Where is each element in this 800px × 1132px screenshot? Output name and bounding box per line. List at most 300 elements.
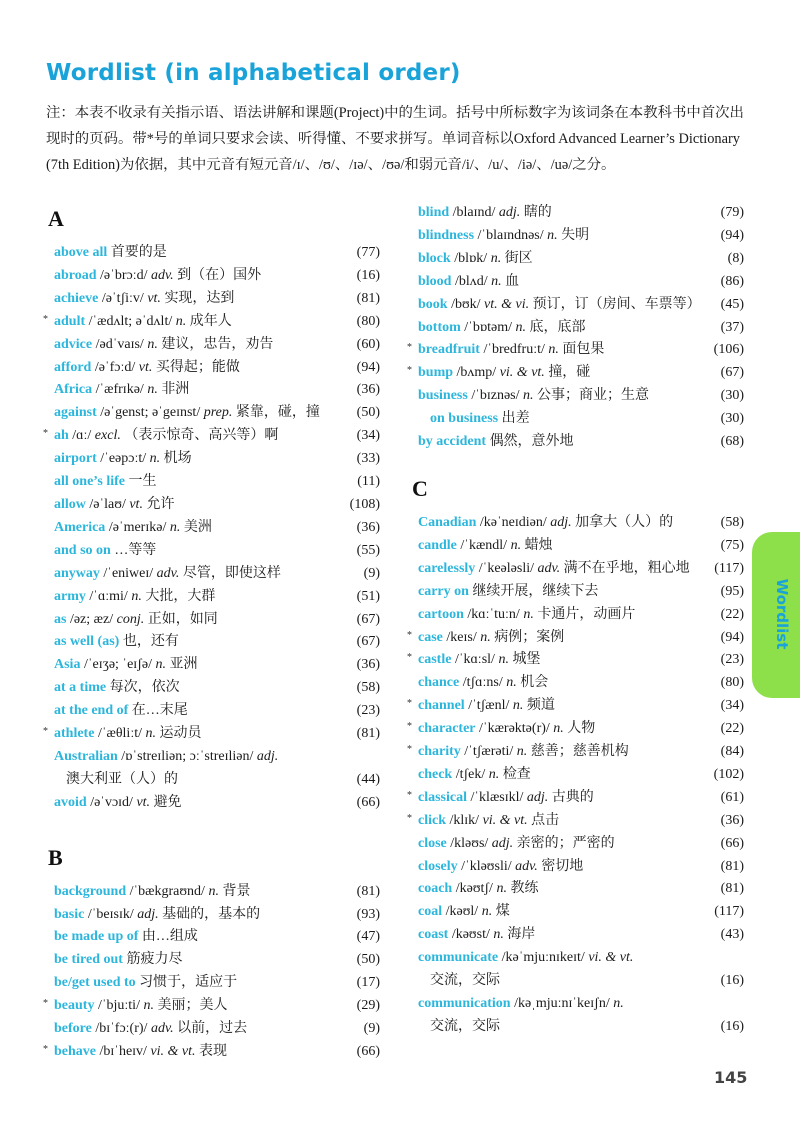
entry-page-ref: (34)	[356, 428, 380, 444]
entry-meaning: 买得起；能做	[155, 359, 240, 375]
entry-meaning: 允许	[146, 496, 175, 512]
entry-phonetic: /kəˌmjuːnɪˈkeɪʃn/	[514, 996, 610, 1011]
section-c-list	[407, 512, 746, 1039]
entry-page-ref: (108)	[349, 496, 380, 512]
entry-headword: charity	[418, 744, 461, 760]
entry-headword: and so on	[54, 542, 111, 558]
entry-meaning: 底，底部	[529, 319, 586, 335]
entry-meaning: 习惯于，适应于	[139, 975, 238, 991]
wordlist-entry	[407, 810, 746, 833]
entry-page-ref: (44)	[356, 771, 380, 787]
entry-headword: communicate	[418, 950, 499, 966]
entry-phonetic: /ˈkɑːsl/	[454, 652, 495, 668]
entry-part-of-speech: adv.	[537, 560, 561, 576]
entry-headword: Canadian	[418, 514, 477, 530]
wordlist-entry	[410, 856, 746, 879]
entry-part-of-speech: n.	[510, 537, 522, 553]
entry-meaning: 满不在乎地，粗心地	[563, 560, 690, 576]
entry-part-of-speech: adv.	[150, 1021, 174, 1037]
entry-page-ref: (45)	[720, 296, 744, 312]
entry-meaning: 病例；案例	[494, 629, 565, 645]
wordlist-entry	[410, 408, 746, 431]
entry-phonetic: /bʌmp/	[456, 365, 497, 381]
entry-phonetic: /ˈbækgraʊnd/	[129, 883, 205, 899]
entry-phonetic: /ˈbɒtəm/	[464, 319, 513, 335]
entry-phonetic: /bɪˈfɔː(r)/	[95, 1021, 148, 1037]
entry-page-ref: (66)	[356, 1044, 380, 1059]
entry-part-of-speech: n.	[493, 927, 504, 943]
entry-headword: Australian	[54, 748, 118, 764]
entry-meaning: 筋疲力尽	[126, 952, 183, 968]
entry-page-ref: (36)	[356, 382, 380, 398]
wordlist-entry	[43, 425, 382, 448]
wordlist-entry	[410, 317, 746, 340]
wordlist-entry	[46, 517, 382, 540]
entry-page-ref: (47)	[356, 929, 380, 945]
wordlist-entry	[410, 271, 746, 294]
entry-meaning: 城堡	[512, 652, 541, 668]
section-a-list	[43, 242, 382, 815]
entry-meaning: 出差	[501, 411, 530, 427]
wordlist-entry	[46, 677, 382, 700]
wordlist-entry	[407, 362, 746, 385]
entry-meaning: 在…末尾	[131, 703, 188, 719]
wordlist-entry	[46, 448, 382, 471]
entry-meaning: 交流，交际	[430, 1018, 500, 1034]
wordlist-entry	[407, 339, 746, 362]
entry-meaning: 瞎的	[523, 205, 552, 220]
entry-meaning: 煤	[495, 904, 510, 920]
wordlist-entry	[410, 535, 746, 558]
entry-part-of-speech: n.	[131, 588, 142, 604]
entry-part-of-speech: n.	[490, 250, 502, 266]
entry-headword: army	[54, 588, 86, 604]
star-mark: *	[43, 313, 48, 325]
entry-part-of-speech: vi. & vt.	[150, 1044, 196, 1059]
entry-meaning: 紧靠，碰，撞	[235, 405, 320, 421]
entry-headword: be tired out	[54, 952, 123, 968]
entry-part-of-speech: n.	[512, 698, 524, 714]
entry-part-of-speech: vt.	[138, 359, 153, 375]
entry-phonetic: /əˈfɔːd/	[94, 359, 136, 375]
wordlist-entry	[407, 787, 746, 810]
entry-page-ref: (22)	[720, 721, 744, 737]
wordlist-entry	[407, 718, 746, 741]
entry-page-ref: (8)	[727, 250, 744, 266]
wordlist-entry	[43, 995, 382, 1018]
entry-phonetic: /ˈkeələsli/	[478, 560, 534, 576]
entry-phonetic: /klɪk/	[449, 812, 480, 828]
entry-phonetic: /ˈkləʊsli/	[461, 858, 512, 874]
entry-meaning: 卡通片，动画片	[537, 606, 636, 622]
entry-part-of-speech: n.	[481, 904, 493, 920]
entry-meaning: 点击	[531, 812, 560, 828]
entry-page-ref: (117)	[714, 904, 744, 920]
entry-meaning: 首要的是	[110, 245, 167, 260]
entry-headword: by accident	[418, 434, 487, 450]
star-mark: *	[407, 652, 412, 664]
entry-part-of-speech: n.	[147, 382, 158, 398]
entry-headword: business	[418, 388, 468, 404]
entry-page-ref: (16)	[356, 267, 380, 283]
entry-phonetic: /ədˈvaɪs/	[95, 336, 144, 352]
entry-headword: all one’s life	[54, 474, 126, 490]
entry-meaning: 机场	[163, 451, 192, 467]
entry-page-ref: (94)	[356, 359, 380, 375]
entry-headword: abroad	[54, 267, 97, 283]
entry-page-ref: (58)	[720, 514, 744, 530]
entry-phonetic: /əˈmerɪkə/	[108, 519, 167, 535]
page-title: Wordlist (in alphabetical order)	[46, 60, 461, 86]
wordlist-entry	[410, 581, 746, 604]
entry-headword: book	[418, 296, 448, 312]
star-mark: *	[43, 1044, 48, 1055]
entry-headword: athlete	[54, 726, 95, 742]
wordlist-entry	[410, 202, 746, 225]
entry-phonetic: /əz; æz/	[69, 611, 114, 627]
entry-phonetic: /kəʊl/	[445, 904, 479, 920]
wordlist-entry	[407, 649, 746, 672]
entry-meaning: 非洲	[161, 382, 190, 398]
entry-meaning: 避免	[153, 794, 182, 810]
entry-meaning: 交流，交际	[430, 973, 500, 989]
entry-part-of-speech: adj.	[498, 205, 521, 220]
entry-page-ref: (94)	[720, 629, 744, 645]
entry-headword: bump	[418, 365, 454, 381]
entry-meaning: 到（在）国外	[177, 267, 262, 283]
entry-page-ref: (81)	[720, 858, 744, 874]
entry-headword: Asia	[54, 657, 81, 673]
entry-meaning: 正如，如同	[147, 611, 218, 627]
wordlist-entry	[46, 265, 382, 288]
entry-headword: closely	[418, 858, 458, 874]
entry-page-ref: (68)	[720, 434, 744, 450]
entry-headword: allow	[54, 496, 86, 512]
entry-page-ref: (43)	[720, 927, 744, 943]
entry-headword: classical	[418, 789, 467, 805]
entry-page-ref: (66)	[356, 794, 380, 810]
entry-headword: afford	[54, 359, 92, 375]
entry-phonetic: /ɑː/	[72, 428, 92, 444]
entry-page-ref: (30)	[720, 411, 744, 427]
entry-meaning: 美丽；美人	[157, 998, 228, 1014]
entry-part-of-speech: n.	[523, 388, 534, 404]
entry-page-ref: (61)	[720, 789, 744, 805]
star-mark: *	[407, 744, 412, 756]
wordlist-entry	[46, 494, 382, 517]
entry-part-of-speech: n.	[506, 675, 517, 691]
entry-page-ref: (117)	[714, 560, 744, 576]
page-number: 145	[714, 1068, 748, 1087]
entry-headword: achieve	[54, 290, 99, 306]
wordlist-entry	[410, 294, 746, 317]
entry-phonetic: /ˈkændl/	[460, 537, 508, 553]
entry-headword: coach	[418, 881, 453, 897]
entry-headword: background	[54, 883, 127, 899]
wordlist-entry	[410, 385, 746, 408]
entry-headword: character	[418, 721, 476, 737]
entry-meaning: 背景	[222, 883, 251, 899]
wordlist-entry	[407, 627, 746, 650]
wordlist-entry	[46, 881, 382, 904]
entry-page-ref: (86)	[720, 273, 744, 289]
wordlist-entry	[46, 471, 382, 494]
entry-page-ref: (33)	[356, 451, 380, 467]
entry-meaning: 失明	[561, 227, 590, 243]
entry-meaning: 蜡烛	[524, 537, 553, 553]
wordlist-entry	[46, 402, 382, 425]
entry-headword: Africa	[54, 382, 93, 398]
intro-note: 注：本表不收录有关指示语、语法讲解和课题(Project)中的生词。括号中所标数字为该词条在本教科书中首次出现时的页码。带*号的单词只要求会读、听得懂、不要求拼写。单词音标以Oxford Advanced Learner’s Dictionary (7th Edition)为依据，其中元音有短元音/ɪ/、/ʊ/、/ɪə/、/ʊə/和弱元音/i/、/u/、/iə/、/uə/之分。	[46, 105, 744, 173]
entry-headword: at a time	[54, 680, 107, 696]
entry-page-ref: (67)	[356, 634, 380, 650]
entry-part-of-speech: vi. & vt.	[482, 812, 528, 828]
entry-meaning: 运动员	[159, 726, 202, 742]
wordlist-entry	[407, 695, 746, 718]
entry-page-ref: (81)	[356, 290, 380, 306]
entry-phonetic: /ˈtʃærəti/	[464, 744, 514, 760]
entry-part-of-speech: n.	[491, 273, 502, 289]
wordlist-entry	[46, 563, 382, 586]
entry-phonetic: /ˈɑːmi/	[89, 588, 128, 604]
entry-phonetic: /ˈtʃænl/	[468, 698, 510, 714]
entry-meaning: 由…组成	[141, 929, 198, 945]
entry-part-of-speech: vi. & vt.	[499, 365, 545, 381]
entry-phonetic: /kɑːˈtuːn/	[467, 606, 520, 622]
entry-meaning: 检查	[502, 766, 531, 782]
entry-headword: channel	[418, 698, 465, 714]
entry-page-ref: (79)	[720, 205, 744, 220]
entry-page-ref: (55)	[356, 542, 380, 558]
wordlist-entry	[410, 604, 746, 627]
entry-part-of-speech: adv.	[156, 565, 180, 581]
entry-meaning: 也，还有	[122, 634, 179, 650]
entry-phonetic: /ˈeəpɔːt/	[100, 451, 147, 467]
entry-page-ref: (23)	[720, 652, 744, 668]
entry-part-of-speech: n.	[175, 313, 187, 329]
entry-part-of-speech: vt.	[129, 496, 143, 512]
entry-headword: as well (as)	[54, 634, 120, 650]
entry-page-ref: (67)	[720, 365, 744, 381]
wordlist-entry	[410, 558, 746, 581]
entry-part-of-speech: n.	[169, 519, 181, 535]
star-mark: *	[407, 789, 412, 801]
entry-meaning: 以前，过去	[177, 1021, 248, 1037]
wordlist-entry	[410, 901, 746, 924]
entry-headword: above all	[54, 245, 108, 260]
entry-part-of-speech: vt.	[147, 290, 161, 306]
entry-part-of-speech: vi. & vt.	[588, 950, 634, 966]
entry-part-of-speech: n.	[498, 652, 509, 668]
wordlist-entry	[46, 334, 382, 357]
entry-page-ref: (9)	[363, 565, 380, 581]
entry-phonetic: /keɪs/	[446, 629, 477, 645]
entry-headword: block	[418, 250, 451, 266]
entry-phonetic: /ˈæθliːt/	[97, 726, 142, 742]
entry-part-of-speech: n.	[548, 342, 559, 358]
entry-part-of-speech: n.	[147, 336, 158, 352]
entry-phonetic: /ˈklæsɪkl/	[470, 789, 524, 805]
entry-page-ref: (37)	[720, 319, 744, 335]
entry-meaning: 大批，大群	[145, 588, 216, 604]
entry-meaning: 亚洲	[169, 657, 198, 673]
entry-headword: communication	[418, 996, 511, 1011]
entry-headword: adult	[54, 313, 86, 329]
entry-headword: close	[418, 835, 447, 851]
entry-meaning: 成年人	[189, 313, 232, 329]
wordlist-entry	[46, 288, 382, 311]
entry-headword: castle	[418, 652, 452, 668]
entry-phonetic: /kləʊs/	[450, 835, 489, 851]
entry-meaning: 预订，订（房间、车票等）	[532, 296, 701, 312]
entry-headword: blind	[418, 205, 450, 220]
entry-page-ref: (50)	[356, 405, 380, 421]
entry-phonetic: /tʃek/	[455, 766, 486, 782]
entry-headword: case	[418, 629, 443, 645]
entry-headword: before	[54, 1021, 92, 1037]
wordlist-entry	[46, 654, 382, 677]
entry-part-of-speech: adj.	[137, 906, 159, 922]
entry-page-ref: (30)	[720, 388, 744, 404]
entry-part-of-speech: adj.	[491, 835, 514, 851]
entry-phonetic: /ˈædʌlt; əˈdʌlt/	[88, 313, 173, 329]
wordlist-entry	[410, 431, 746, 454]
entry-part-of-speech: n.	[553, 721, 564, 737]
entry-phonetic: /ˈkærəktə(r)/	[479, 721, 550, 737]
section-letter-b: B	[48, 844, 63, 870]
entry-phonetic: /bɪˈheɪv/	[99, 1044, 147, 1059]
wordlist-entry	[46, 1018, 382, 1041]
entry-page-ref: (102)	[713, 766, 744, 782]
entry-headword: anyway	[54, 565, 100, 581]
entry-headword: blindness	[418, 227, 475, 243]
entry-part-of-speech: adj.	[550, 514, 572, 530]
side-tab-label: Wordlist	[773, 578, 791, 650]
wordlist-entry	[410, 947, 746, 970]
entry-phonetic: /əˈlaʊ/	[89, 496, 126, 512]
wordlist-entry	[410, 924, 746, 947]
entry-phonetic: /ɒˈstreɪliən; ɔːˈstreɪliən/	[121, 748, 254, 764]
entry-meaning: 实现，达到	[164, 290, 235, 306]
entry-page-ref: (94)	[720, 227, 744, 243]
wordlist-entry	[46, 746, 382, 769]
entry-headword: carry on	[418, 583, 469, 599]
entry-meaning: 亲密的；严密的	[516, 835, 615, 851]
entry-meaning: 建议，忠告，劝告	[161, 336, 274, 352]
entry-headword: candle	[418, 537, 457, 553]
wordlist-entry	[46, 792, 382, 815]
entry-page-ref: (106)	[713, 342, 744, 358]
entry-page-ref: (9)	[363, 1021, 380, 1037]
entry-headword: bottom	[418, 319, 461, 335]
entry-page-ref: (81)	[720, 881, 744, 897]
entry-headword: cartoon	[418, 606, 464, 622]
wordlist-entry	[43, 311, 382, 334]
entry-headword: advice	[54, 336, 93, 352]
entry-phonetic: /ˈbɪznəs/	[471, 388, 520, 404]
wordlist-entry	[46, 242, 382, 265]
star-mark: *	[43, 428, 48, 440]
wordlist-side-tab	[752, 532, 800, 698]
entry-meaning: 澳大利亚（人）的	[66, 771, 178, 787]
entry-headword: avoid	[54, 794, 87, 810]
entry-phonetic: /blɒk/	[454, 250, 488, 266]
entry-part-of-speech: adv.	[515, 858, 538, 874]
entry-headword: at the end of	[54, 703, 129, 719]
section-letter-c: C	[412, 475, 428, 501]
entry-page-ref: (16)	[720, 973, 744, 989]
entry-page-ref: (75)	[720, 537, 744, 553]
wordlist-entry	[410, 512, 746, 535]
section-letter-a: A	[48, 206, 64, 231]
entry-part-of-speech: n.	[516, 744, 528, 760]
entry-part-of-speech: n.	[208, 883, 219, 899]
wordlist-entry	[410, 878, 746, 901]
entry-phonetic: /ˈeniweɪ/	[103, 565, 154, 581]
entry-phonetic: /blaɪnd/	[452, 205, 496, 220]
entry-page-ref: (67)	[356, 611, 380, 627]
star-mark: *	[407, 342, 412, 354]
entry-phonetic: /blʌd/	[454, 273, 488, 289]
entry-meaning: 密切地	[541, 858, 584, 874]
entry-meaning: 继续开展，继续下去	[472, 583, 599, 599]
entry-meaning: 慈善；慈善机构	[530, 744, 629, 760]
entry-phonetic: /tʃɑːns/	[462, 675, 503, 691]
entry-meaning: 美洲	[183, 519, 212, 535]
entry-page-ref: (29)	[356, 998, 380, 1014]
entry-meaning: 人物	[567, 721, 596, 737]
wordlist-entry	[410, 970, 746, 993]
entry-headword: as	[54, 611, 67, 627]
star-mark: *	[407, 365, 412, 377]
entry-meaning: 街区	[504, 250, 533, 266]
entry-headword: behave	[54, 1044, 96, 1059]
entry-headword: basic	[54, 906, 85, 922]
entry-page-ref: (80)	[720, 675, 744, 691]
entry-part-of-speech: conj.	[116, 611, 145, 627]
entry-page-ref: (81)	[356, 883, 380, 899]
wordlist-entry	[46, 631, 382, 654]
wordlist-entry	[46, 540, 382, 563]
entry-headword: be made up of	[54, 929, 139, 945]
entry-page-ref: (17)	[356, 975, 380, 991]
entry-meaning: 撞，碰	[548, 365, 591, 381]
wordlist-entry	[410, 672, 746, 695]
entry-part-of-speech: vt.	[136, 794, 151, 810]
right-column	[407, 202, 746, 1039]
entry-phonetic: /kəʊst/	[451, 927, 490, 943]
entry-headword: be/get used to	[54, 975, 136, 991]
entry-meaning: 频道	[526, 698, 555, 714]
entry-page-ref: (95)	[720, 583, 744, 599]
wordlist-entry	[46, 586, 382, 609]
entry-page-ref: (36)	[356, 519, 380, 535]
wordlist-entry	[46, 769, 382, 792]
entry-meaning: 教练	[510, 881, 539, 897]
entry-page-ref: (23)	[356, 703, 380, 719]
entry-headword: coal	[418, 904, 443, 920]
star-mark: *	[407, 698, 412, 710]
entry-meaning: 尽管，即使这样	[182, 565, 281, 581]
entry-part-of-speech: adv.	[150, 267, 174, 283]
entry-part-of-speech: excl.	[94, 428, 121, 444]
entry-headword: carelessly	[418, 560, 476, 576]
entry-headword: against	[54, 405, 97, 421]
entry-headword: click	[418, 812, 446, 828]
entry-headword: breadfruit	[418, 342, 480, 358]
entry-page-ref: (34)	[720, 698, 744, 714]
entry-headword: America	[54, 519, 106, 535]
